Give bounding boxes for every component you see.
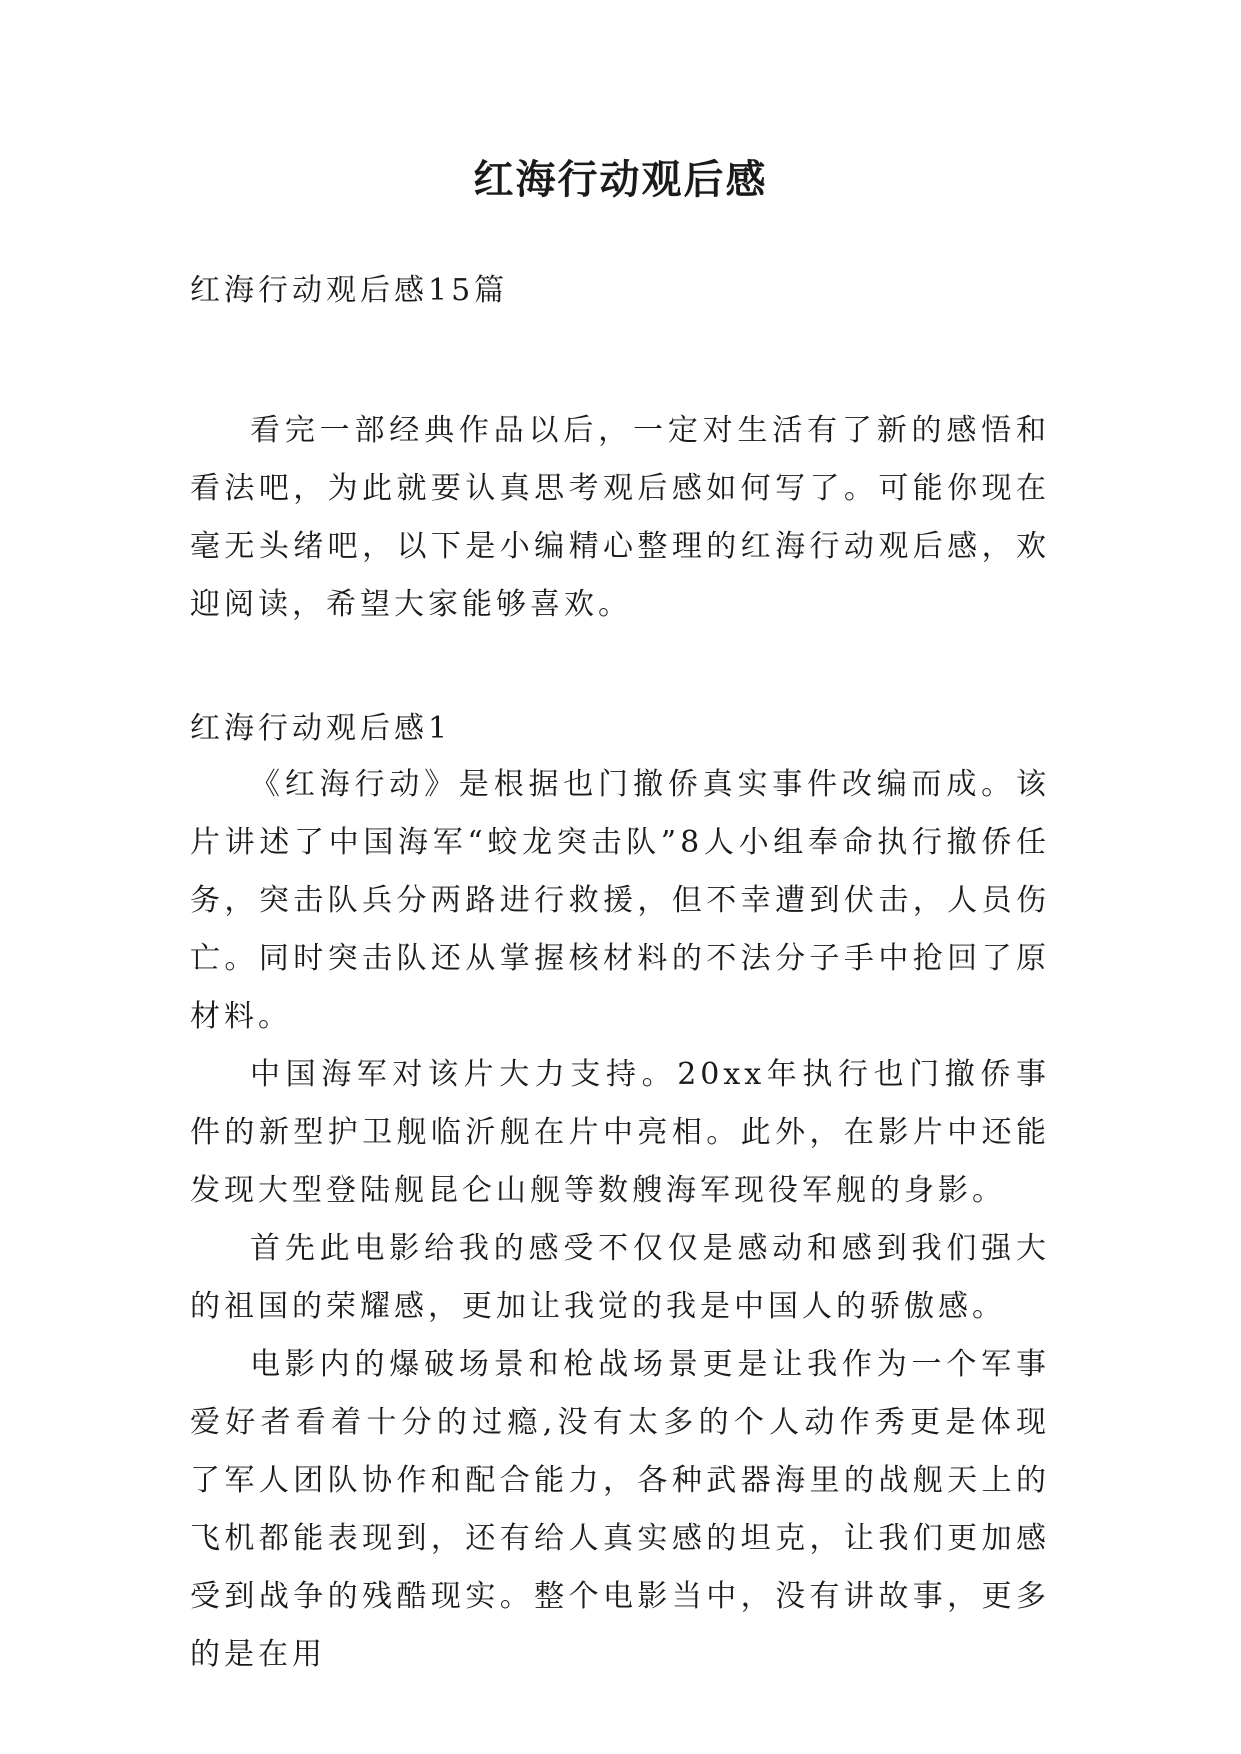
paragraph-3: 首先此电影给我的感受不仅仅是感动和感到我们强大的祖国的荣耀感，更加让我觉的我是中国人的骄傲感。: [190, 1231, 1050, 1324]
document-title: 红海行动观后感: [473, 157, 768, 203]
paragraph-2: 中国海军对该片大力支持。20xx年执行也门撤侨事件的新型护卫舰临沂舰在片中亮相。此外，在影片中还能发现大型登陆舰昆仑山舰等数艘海军现役军舰的身影。: [190, 1057, 1050, 1208]
section-content: [190, 756, 1050, 1684]
paragraph-1: 《红海行动》是根据也门撤侨真实事件改编而成。该片讲述了中国海军“蛟龙突击队”8人小组奉命执行撤侨任务，突击队兵分两路进行救援，但不幸遭到伏击，人员伤亡。同时突击队还从掌握核材料的不法分子手中抢回了原材料。: [190, 767, 1050, 1034]
section-heading: [190, 700, 1050, 758]
section-title-text: 红海行动观后感1: [190, 711, 452, 746]
intro-paragraph: [190, 402, 1050, 634]
paragraph-4: 电影内的爆破场景和枪战场景更是让我作为一个军事爱好者看着十分的过瘾,没有太多的个人动作秀更是体现了军人团队协作和配合能力，各种武器海里的战舰天上的飞机都能表现到，还有给人真实感的坦克，让我们更加感受到战争的残酷现实。整个电影当中，没有讲故事，更多的是在用: [190, 1347, 1050, 1672]
document-subtitle: [190, 262, 1050, 320]
intro-text: 看完一部经典作品以后，一定对生活有了新的感悟和看法吧，为此就要认真思考观后感如何写了。可能你现在毫无头绪吧，以下是小编精心整理的红海行动观后感，欢迎阅读，希望大家能够喜欢。: [190, 413, 1050, 622]
subtitle-text: 红海行动观后感15篇: [190, 273, 509, 308]
